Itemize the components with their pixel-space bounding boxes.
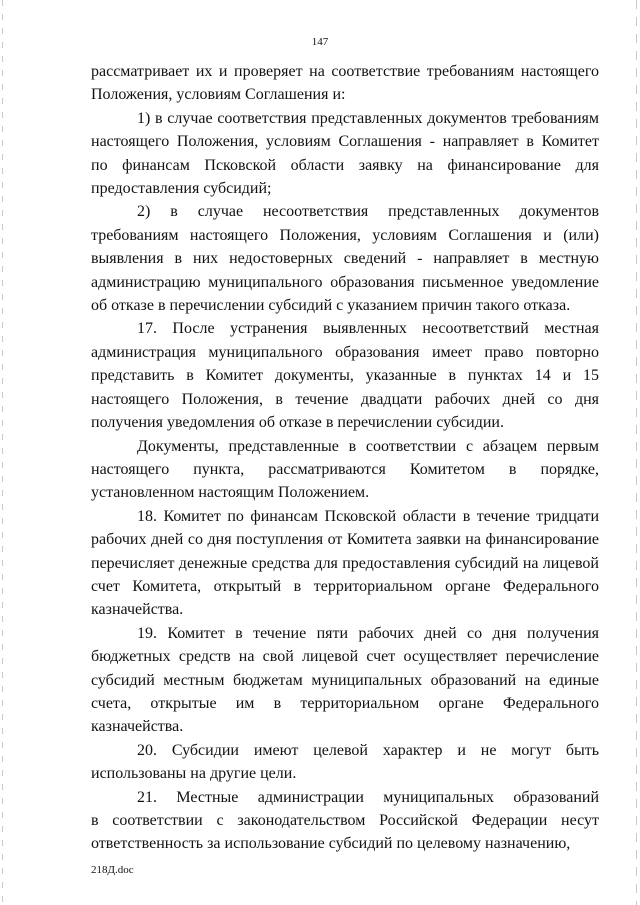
text-line: администрация муниципального образования имеет право повторно — [91, 343, 599, 361]
text-line: казначейства. — [91, 601, 184, 619]
text-line: бюджетных средств на свой лицевой счет осуществляет перечисление — [91, 648, 599, 666]
text-line: 19. Комитет в течение пяти рабочих дней со дня получения — [137, 624, 599, 642]
text-line: представить в Комитет документы, указанные в пунктах 14 и 15 — [91, 367, 599, 385]
scan-edge-right — [636, 0, 637, 905]
text-line: ответственность за использование субсидий по целевому назначению, — [91, 835, 571, 853]
text-line: по финансам Псковской области заявку на финансирование для — [91, 156, 599, 174]
text-line: 1) в случае соответствия представленных документов требованиям — [137, 109, 599, 127]
text-line: об отказе в перечислении субсидий с указанием причин такого отказа. — [91, 297, 571, 315]
paragraph-19 — [91, 622, 599, 739]
text-line: настоящего Положения, в течение двадцати рабочих дней со дня — [91, 390, 599, 408]
text-line: установленном настоящим Положением. — [91, 484, 370, 502]
text-line: получения уведомления об отказе в перечислении субсидии. — [91, 414, 504, 432]
text-line: субсидий местным бюджетам муниципальных образований на единые — [91, 671, 599, 689]
paragraph-17 — [91, 317, 599, 434]
text-line: рассматривает их и проверяет на соответствие требованиям настоящего — [91, 63, 599, 80]
text-line: счета, открытые им в территориальном органе Федерального — [91, 694, 599, 712]
paragraph-18 — [91, 505, 599, 622]
text-line: 21. Местные администрации муниципальных образований — [137, 788, 599, 806]
text-line: в соответствии с законодательством Российской Федерации несут — [91, 812, 599, 829]
text-line: перечисляет денежные средства для предоставления субсидий на лицевой — [91, 554, 599, 572]
text-line: 18. Комитет по финансам Псковской области в течение тридцати — [137, 507, 599, 525]
text-line: использованы на другие цели. — [91, 765, 297, 783]
page-number: 147 — [311, 36, 329, 48]
text-line: рабочих дней со дня поступления от Комитета заявки на финансирование — [91, 531, 599, 549]
text-line: настоящего Положения, условиям Соглашения - направляет в Комитет — [91, 133, 599, 151]
text-line: выявления в них недостоверных сведений - направляет в местную — [91, 250, 599, 268]
paragraph-20 — [91, 739, 599, 786]
scan-edge-left — [2, 0, 3, 905]
paragraph-continuation — [91, 60, 599, 107]
text-line: предоставления субсидий; — [91, 180, 272, 198]
text-line: счет Комитета, открытый в территориальном органе Федерального — [91, 577, 599, 595]
text-line: 17. После устранения выявленных несоответствий местная — [137, 320, 599, 338]
text-line: настоящего пункта, рассматриваются Комитетом в порядке, — [91, 460, 599, 478]
footer-filename: 218Д.doc — [91, 864, 134, 876]
document-body — [91, 60, 599, 856]
paragraph-item-2 — [91, 200, 599, 317]
text-line: Положения, условиям Соглашения и: — [91, 86, 346, 104]
paragraph-item-1 — [91, 107, 599, 201]
text-line: 2) в случае несоответствия представленных документов — [137, 203, 599, 221]
text-line: администрацию муниципального образования письменное уведомление — [91, 273, 599, 291]
text-line: казначейства. — [91, 718, 184, 736]
text-line: Документы, представленные в соответствии с абзацем первым — [137, 437, 599, 455]
paragraph-21 — [91, 786, 599, 856]
text-line: 20. Субсидии имеют целевой характер и не могут быть — [137, 741, 599, 759]
text-line: требованиям настоящего Положения, условиям Соглашения и (или) — [91, 226, 599, 244]
paragraph-17-documents — [91, 435, 599, 505]
